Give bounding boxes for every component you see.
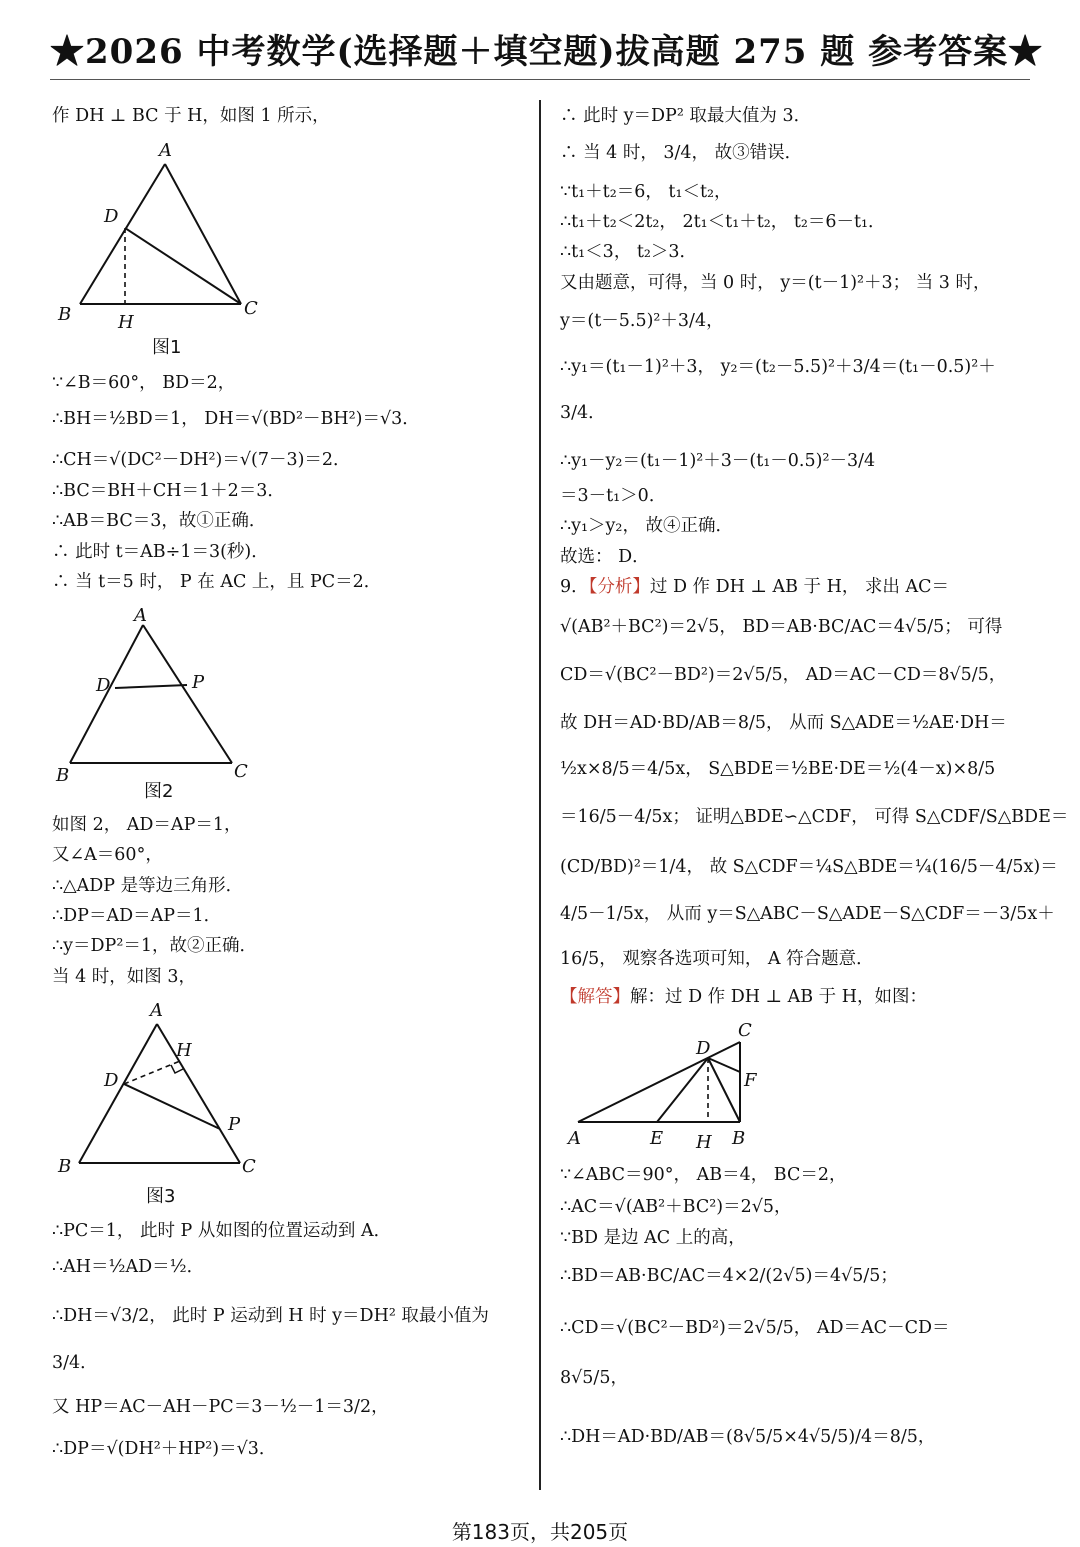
figure-problem-9: [560, 1018, 790, 1158]
header-rule: [50, 79, 1030, 80]
tri-side-ac: [157, 1024, 240, 1163]
label-d: D: [104, 206, 119, 227]
label-a: A: [568, 1128, 581, 1149]
text-line: ∵t₁＋t₂＝6， t₁＜t₂，: [560, 182, 732, 202]
label-h: H: [176, 1040, 192, 1061]
text-line: ∴y＝DP²＝1，故②正确．: [52, 936, 257, 956]
label-h: H: [118, 312, 134, 333]
text-line: ∴ 此时 t＝AB÷1＝3(秒)．: [52, 542, 269, 562]
text-line: ∴AH＝½AD＝½．: [52, 1257, 205, 1277]
label-c: C: [244, 298, 258, 319]
text-line: 8√5/5，: [560, 1368, 628, 1388]
figure-caption: 图1: [152, 337, 182, 358]
text-line: ∵∠B＝60°， BD＝2，: [52, 373, 236, 393]
label-b: B: [58, 304, 72, 325]
segment-dh-dashed: [124, 1061, 180, 1084]
text-line: ∴CH＝√(DC²－DH²)＝√(7－3)＝2．: [52, 450, 351, 470]
text-line: ∵∠ABC＝90°， AB＝4， BC＝2，: [560, 1165, 847, 1185]
text-line: 当 4 时，如图 3，: [52, 967, 196, 987]
text-line: ∴PC＝1， 此时 P 从如图的位置运动到 A．: [52, 1221, 392, 1241]
figure-2: [52, 603, 272, 808]
text-line: ∴△ADP 是等边三角形．: [52, 876, 244, 896]
segment-dp: [115, 685, 187, 688]
column-divider: [539, 100, 541, 1490]
text-line: (CD/BD)²＝1/4， 故 S△CDF＝¼S△BDE＝¼(16/5－4/5x)＝: [560, 857, 1058, 877]
text-line: 故选： D．: [560, 547, 650, 567]
figure-caption: 图3: [146, 1186, 176, 1207]
text-line: 故 DH＝AD·BD/AB＝8/5， 从而 S△ADE＝½AE·DH＝: [560, 713, 1007, 733]
solution-heading-line: [560, 986, 927, 1008]
label-f: F: [744, 1070, 757, 1091]
label-b: B: [732, 1128, 746, 1149]
figure-3: [52, 998, 272, 1213]
text-line: ∴DH＝AD·BD/AB＝(8√5/5×4√5/5)/4＝8/5，: [560, 1427, 936, 1447]
text-line: ∴DH＝√3/2， 此时 P 运动到 H 时 y＝DH² 取最小值为: [52, 1306, 489, 1326]
text-line: 如图 2， AD＝AP＝1，: [52, 815, 242, 835]
text-line: ∴BH＝½BD＝1， DH＝√(BD²－BH²)＝√3．: [52, 409, 420, 429]
text-line: ∴AC＝√(AB²＋BC²)＝2√5，: [560, 1197, 792, 1217]
text-line: CD＝√(BC²－BD²)＝2√5/5， AD＝AC－CD＝8√5/5，: [560, 665, 1007, 685]
text-line: √(AB²＋BC²)＝2√5， BD＝AB·BC/AC＝4√5/5； 可得: [560, 617, 1003, 637]
text-line: ＝3－t₁＞0．: [560, 486, 667, 506]
text-line: 4/5－1/5x， 从而 y＝S△ABC－S△ADE－S△CDF＝－3/5x＋: [560, 904, 1055, 924]
text-line: ∴y₁＝(t₁－1)²＋3， y₂＝(t₂－5.5)²＋3/4＝(t₁－0.5)²＋: [560, 357, 996, 377]
label-c: C: [738, 1020, 752, 1041]
label-p: P: [228, 1114, 241, 1135]
text-line: ∴y₁＞y₂， 故④正确．: [560, 516, 733, 536]
page-header: ★2026 中考数学(选择题＋填空题)拔高题 275 题 参考答案★: [50, 32, 1044, 72]
text-line: 3/4．: [560, 403, 606, 423]
text-line: ∴ 当 4 时， 3/4， 故③错误．: [560, 143, 803, 163]
text-line: 16/5， 观察各选项可知， A 符合题意．: [560, 949, 874, 969]
label-d: D: [96, 675, 111, 696]
label-p: P: [192, 672, 205, 693]
text-line: ½x×8/5＝4/5x， S△BDE＝½BE·DE＝½(4－x)×8/5: [560, 759, 996, 779]
text-line: y＝(t－5.5)²＋3/4，: [560, 311, 724, 331]
side-ac: [578, 1042, 740, 1122]
text-line: ∴CD＝√(BC²－BD²)＝2√5/5， AD＝AC－CD＝: [560, 1318, 950, 1338]
label-e: E: [650, 1128, 664, 1149]
page-footer: 第183页，共205页: [451, 1520, 629, 1544]
solution-tag: 【解答】: [560, 987, 630, 1007]
text-line: ＝16/5－4/5x； 证明△BDE∽△CDF， 可得 S△CDF/S△BDE＝: [560, 807, 1069, 827]
text-line: ∴BC＝BH＋CH＝1＋2＝3．: [52, 481, 285, 501]
tri-side-ac: [143, 625, 232, 763]
problem-number: 9．: [560, 577, 589, 597]
label-c: C: [234, 761, 248, 782]
text-line: ∴AB＝BC＝3，故①正确．: [52, 511, 267, 531]
text-line: 作 DH ⊥ BC 于 H，如图 1 所示，: [52, 106, 330, 126]
text-line: 又∠A＝60°，: [52, 845, 163, 865]
text-line: 3/4．: [52, 1353, 98, 1373]
segment-db: [708, 1058, 740, 1122]
text-line: ∴t₁＋t₂＜2t₂， 2t₁＜t₁＋t₂， t₂＝6－t₁．: [560, 212, 886, 232]
text-line: ∴ 当 t＝5 时， P 在 AC 上，且 PC＝2．: [52, 572, 382, 592]
solution-text: 解：过 D 作 DH ⊥ AB 于 H，如图：: [630, 987, 927, 1007]
figure-caption: 图2: [144, 781, 174, 802]
text-line: ∴BD＝AB·BC/AC＝4×2/(2√5)＝4√5/5；: [560, 1266, 898, 1286]
label-b: B: [58, 1156, 72, 1177]
label-a: A: [134, 605, 147, 626]
text-line: 又由题意，可得，当 0 时， y＝(t－1)²＋3； 当 3 时，: [560, 273, 991, 293]
label-d: D: [104, 1070, 119, 1091]
analysis-text: 过 D 作 DH ⊥ AB 于 H， 求出 AC＝: [649, 577, 950, 597]
text-line: ∴DP＝AD＝AP＝1．: [52, 906, 222, 926]
label-a: A: [150, 1000, 163, 1021]
tri-side-ac: [165, 164, 241, 304]
text-line: ∴y₁－y₂＝(t₁－1)²＋3－(t₁－0.5)²－3/4: [560, 451, 876, 471]
figure-1: [52, 138, 272, 368]
segment-df: [708, 1058, 740, 1072]
label-c: C: [242, 1156, 256, 1177]
problem-9-analysis-line: [560, 576, 949, 598]
label-a: A: [159, 140, 172, 161]
segment-dc: [125, 228, 241, 304]
label-d: D: [696, 1038, 711, 1059]
label-b: B: [56, 765, 70, 786]
tri-side-ab: [80, 164, 165, 304]
label-h: H: [696, 1132, 712, 1153]
segment-de: [657, 1058, 708, 1122]
text-line: ∴ 此时 y＝DP² 取最大值为 3．: [560, 106, 812, 126]
analysis-tag: 【分析】: [588, 577, 650, 597]
text-line: 又 HP＝AC－AH－PC＝3－½－1＝3/2，: [52, 1397, 389, 1417]
text-line: ∴t₁＜3， t₂＞3．: [560, 242, 698, 262]
text-line: ∴DP＝√(DH²＋HP²)＝√3．: [52, 1439, 277, 1459]
text-line: ∵BD 是边 AC 上的高，: [560, 1228, 746, 1248]
